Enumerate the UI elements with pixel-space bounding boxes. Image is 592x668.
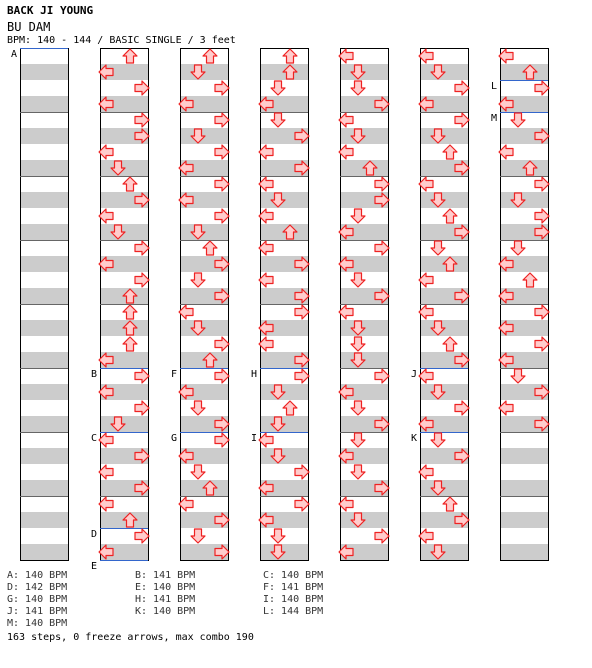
arrow-shape xyxy=(511,113,525,127)
arrow-shape xyxy=(375,369,389,383)
bpm-legend-item: I: 140 BPM xyxy=(263,594,324,605)
arrow-shape xyxy=(295,497,309,511)
stripe-band xyxy=(20,224,68,240)
step-arrow xyxy=(339,497,353,511)
arrow-shape xyxy=(535,177,549,191)
stripe-band xyxy=(20,64,68,80)
song-title: BU DAM xyxy=(7,20,51,34)
step-arrow xyxy=(419,49,433,63)
step-arrow xyxy=(375,369,389,383)
step-arrow xyxy=(259,337,273,351)
arrow-shape xyxy=(259,433,273,447)
step-arrow xyxy=(455,401,469,415)
step-arrow xyxy=(215,209,229,223)
arrow-shape xyxy=(215,433,229,447)
step-arrow xyxy=(191,401,205,415)
stripe-band xyxy=(20,128,68,144)
arrow-shape xyxy=(351,465,365,479)
arrow-shape xyxy=(135,401,149,415)
bpm-legend-item: H: 141 BPM xyxy=(135,594,196,605)
step-arrow xyxy=(535,81,549,95)
arrow-shape xyxy=(455,81,469,95)
arrow-shape xyxy=(443,337,457,351)
step-arrow xyxy=(455,81,469,95)
step-arrow xyxy=(135,81,149,95)
arrow-shape xyxy=(375,177,389,191)
step-arrow xyxy=(191,465,205,479)
arrow-shape xyxy=(259,241,273,255)
arrow-shape xyxy=(283,49,297,63)
step-arrow xyxy=(339,145,353,159)
arrow-shape xyxy=(419,369,433,383)
stripe-band xyxy=(500,544,548,560)
arrow-shape xyxy=(443,497,457,511)
bpm-legend-item: L: 144 BPM xyxy=(263,606,324,617)
bpm-legend-item: K: 140 BPM xyxy=(135,606,196,617)
arrow-shape xyxy=(443,209,457,223)
step-arrow xyxy=(259,209,273,223)
bpm-legend-item: G: 140 BPM xyxy=(7,594,68,605)
step-arrow xyxy=(499,401,513,415)
step-arrow xyxy=(419,177,433,191)
arrow-shape xyxy=(215,177,229,191)
step-arrow xyxy=(215,81,229,95)
arrow-shape xyxy=(203,241,217,255)
bpm-legend-item: F: 141 BPM xyxy=(263,582,324,593)
arrow-shape xyxy=(259,145,273,159)
arrow-shape xyxy=(419,49,433,63)
arrow-shape xyxy=(259,337,273,351)
arrow-shape xyxy=(535,305,549,319)
arrow-shape xyxy=(215,337,229,351)
arrow-shape xyxy=(499,401,513,415)
arrow-shape xyxy=(499,145,513,159)
arrow-shape xyxy=(271,81,285,95)
arrow-shape xyxy=(351,401,365,415)
bpm-marker-label: L xyxy=(491,81,498,92)
arrow-shape xyxy=(295,369,309,383)
arrow-shape xyxy=(135,241,149,255)
arrow-shape xyxy=(499,49,513,63)
arrow-shape xyxy=(99,465,113,479)
step-arrow xyxy=(339,113,353,127)
step-arrow xyxy=(419,465,433,479)
arrow-shape xyxy=(523,273,537,287)
arrow-shape xyxy=(375,529,389,543)
arrow-shape xyxy=(191,401,205,415)
arrow-shape xyxy=(339,497,353,511)
arrow-shape xyxy=(339,305,353,319)
arrow-shape xyxy=(215,209,229,223)
stripe-band xyxy=(20,96,68,112)
step-arrow xyxy=(123,337,137,351)
step-arrow xyxy=(135,401,149,415)
arrow-shape xyxy=(99,433,113,447)
bpm-legend-item: E: 140 BPM xyxy=(135,582,196,593)
step-arrow xyxy=(179,305,193,319)
arrow-shape xyxy=(259,273,273,287)
arrow-shape xyxy=(191,465,205,479)
bpm-marker-label: K xyxy=(411,433,418,444)
step-arrow xyxy=(511,113,525,127)
bpm-legend-item: M: 140 BPM xyxy=(7,618,68,629)
arrow-shape xyxy=(511,369,525,383)
bpm-marker-label: J xyxy=(411,369,418,380)
step-arrow xyxy=(351,337,365,351)
arrow-shape xyxy=(99,497,113,511)
bpm-marker-label: A xyxy=(11,49,18,60)
bpm-marker-label: F xyxy=(171,369,178,380)
step-arrow xyxy=(443,145,457,159)
stripe-band xyxy=(20,480,68,496)
arrow-shape xyxy=(419,177,433,191)
step-arrow xyxy=(99,497,113,511)
step-arrow xyxy=(443,497,457,511)
bpm-marker-label: H xyxy=(251,369,258,380)
arrow-shape xyxy=(419,273,433,287)
stripe-band xyxy=(500,448,548,464)
arrow-shape xyxy=(431,433,445,447)
step-arrow xyxy=(499,49,513,63)
bpm-legend-item: C: 140 BPM xyxy=(263,570,324,581)
chart-info: BPM: 140 - 144 / BASIC SINGLE / 3 feet xyxy=(7,35,236,46)
stripe-band xyxy=(20,192,68,208)
bpm-marker-label: E xyxy=(91,561,98,572)
bpm-legend-item: J: 141 BPM xyxy=(7,606,68,617)
step-arrow xyxy=(431,241,445,255)
step-arrow xyxy=(99,145,113,159)
step-arrow xyxy=(499,145,513,159)
arrow-shape xyxy=(339,49,353,63)
step-arrow xyxy=(135,273,149,287)
step-arrow xyxy=(535,337,549,351)
step-arrow xyxy=(339,305,353,319)
arrow-shape xyxy=(123,337,137,351)
bpm-marker-label: D xyxy=(91,529,98,540)
step-arrow xyxy=(123,305,137,319)
step-arrow xyxy=(259,433,273,447)
arrow-shape xyxy=(135,369,149,383)
arrow-shape xyxy=(443,145,457,159)
stripe-band xyxy=(20,160,68,176)
arrow-shape xyxy=(375,241,389,255)
step-arrow xyxy=(419,529,433,543)
stripe-band xyxy=(20,448,68,464)
artist-name: BACK JI YOUNG xyxy=(7,4,94,17)
step-arrow xyxy=(283,401,297,415)
stripe-band xyxy=(20,544,68,560)
arrow-shape xyxy=(295,465,309,479)
step-arrow xyxy=(351,465,365,479)
step-arrow xyxy=(339,49,353,63)
arrow-shape xyxy=(135,273,149,287)
step-arrow xyxy=(215,433,229,447)
arrow-shape xyxy=(455,401,469,415)
step-arrow xyxy=(271,81,285,95)
step-arrow xyxy=(375,177,389,191)
step-arrow xyxy=(271,529,285,543)
arrow-shape xyxy=(123,49,137,63)
step-arrow xyxy=(203,241,217,255)
bpm-legend-item: B: 141 BPM xyxy=(135,570,196,581)
step-arrow xyxy=(351,81,365,95)
step-arrow xyxy=(351,209,365,223)
arrow-shape xyxy=(283,401,297,415)
step-arrow xyxy=(419,305,433,319)
stripe-band xyxy=(20,288,68,304)
step-arrow xyxy=(351,401,365,415)
step-arrow xyxy=(535,209,549,223)
arrow-shape xyxy=(203,49,217,63)
chart-summary: 163 steps, 0 freeze arrows, max combo 190 xyxy=(7,632,254,643)
step-arrow xyxy=(443,337,457,351)
step-arrow xyxy=(271,113,285,127)
step-arrow xyxy=(215,177,229,191)
step-arrow xyxy=(431,433,445,447)
arrow-shape xyxy=(351,209,365,223)
arrow-shape xyxy=(535,337,549,351)
arrow-shape xyxy=(99,145,113,159)
arrow-shape xyxy=(191,529,205,543)
bpm-marker-label: M xyxy=(491,113,498,124)
arrow-shape xyxy=(419,529,433,543)
step-arrow xyxy=(123,49,137,63)
step-arrow xyxy=(135,241,149,255)
step-arrow xyxy=(455,113,469,127)
step-arrow xyxy=(99,465,113,479)
step-arrow xyxy=(99,209,113,223)
arrow-shape xyxy=(259,177,273,191)
arrow-shape xyxy=(511,241,525,255)
step-arrow xyxy=(351,273,365,287)
arrow-shape xyxy=(215,113,229,127)
arrow-shape xyxy=(259,209,273,223)
arrow-shape xyxy=(431,241,445,255)
arrow-shape xyxy=(339,113,353,127)
step-arrow xyxy=(443,209,457,223)
step-arrow xyxy=(295,305,309,319)
arrow-shape xyxy=(455,113,469,127)
step-arrow xyxy=(375,529,389,543)
step-arrow xyxy=(259,145,273,159)
arrow-shape xyxy=(191,273,205,287)
step-arrow xyxy=(351,433,365,447)
step-arrow xyxy=(295,497,309,511)
step-arrow xyxy=(191,273,205,287)
arrow-shape xyxy=(535,209,549,223)
bpm-marker-label: G xyxy=(171,433,178,444)
arrow-shape xyxy=(419,305,433,319)
step-arrow xyxy=(295,465,309,479)
step-arrow xyxy=(215,113,229,127)
arrow-shape xyxy=(271,113,285,127)
stripe-band xyxy=(500,512,548,528)
step-arrow xyxy=(215,145,229,159)
arrow-shape xyxy=(135,81,149,95)
stripe-band xyxy=(20,416,68,432)
arrow-shape xyxy=(535,81,549,95)
arrow-shape xyxy=(339,145,353,159)
step-arrow xyxy=(135,529,149,543)
stripe-band xyxy=(500,480,548,496)
step-arrow xyxy=(203,49,217,63)
bpm-legend-item: D: 142 BPM xyxy=(7,582,68,593)
bpm-marker-label: C xyxy=(91,433,98,444)
arrow-shape xyxy=(215,81,229,95)
arrow-shape xyxy=(271,529,285,543)
step-arrow xyxy=(535,177,549,191)
step-arrow xyxy=(511,369,525,383)
step-arrow xyxy=(259,177,273,191)
step-arrow xyxy=(523,273,537,287)
arrow-shape xyxy=(419,465,433,479)
arrow-shape xyxy=(351,433,365,447)
step-arrow xyxy=(283,49,297,63)
step-arrow xyxy=(191,529,205,543)
arrow-shape xyxy=(99,209,113,223)
step-arrow xyxy=(419,273,433,287)
step-arrow xyxy=(215,337,229,351)
arrow-shape xyxy=(351,273,365,287)
step-arrow xyxy=(179,497,193,511)
arrow-shape xyxy=(215,145,229,159)
arrow-shape xyxy=(135,529,149,543)
bpm-legend-item: A: 140 BPM xyxy=(7,570,68,581)
step-arrow xyxy=(99,433,113,447)
arrow-shape xyxy=(123,305,137,319)
bpm-marker-label: I xyxy=(251,433,258,444)
step-arrow xyxy=(215,369,229,383)
step-arrow xyxy=(259,241,273,255)
step-arrow xyxy=(135,113,149,127)
step-arrow xyxy=(295,369,309,383)
step-arrow xyxy=(135,369,149,383)
step-arrow xyxy=(123,177,137,191)
stripe-band xyxy=(20,384,68,400)
arrow-shape xyxy=(215,369,229,383)
arrow-shape xyxy=(179,305,193,319)
bpm-marker-label: B xyxy=(91,369,98,380)
arrow-shape xyxy=(179,497,193,511)
arrow-shape xyxy=(295,305,309,319)
stripe-band xyxy=(20,352,68,368)
stripe-band xyxy=(20,320,68,336)
stripe-band xyxy=(20,512,68,528)
step-arrow xyxy=(511,241,525,255)
step-arrow xyxy=(535,305,549,319)
arrow-shape xyxy=(351,81,365,95)
step-arrow xyxy=(375,241,389,255)
step-arrow xyxy=(419,369,433,383)
arrow-shape xyxy=(351,337,365,351)
stripe-band xyxy=(20,256,68,272)
arrow-shape xyxy=(123,177,137,191)
step-arrow xyxy=(259,273,273,287)
arrow-shape xyxy=(135,113,149,127)
